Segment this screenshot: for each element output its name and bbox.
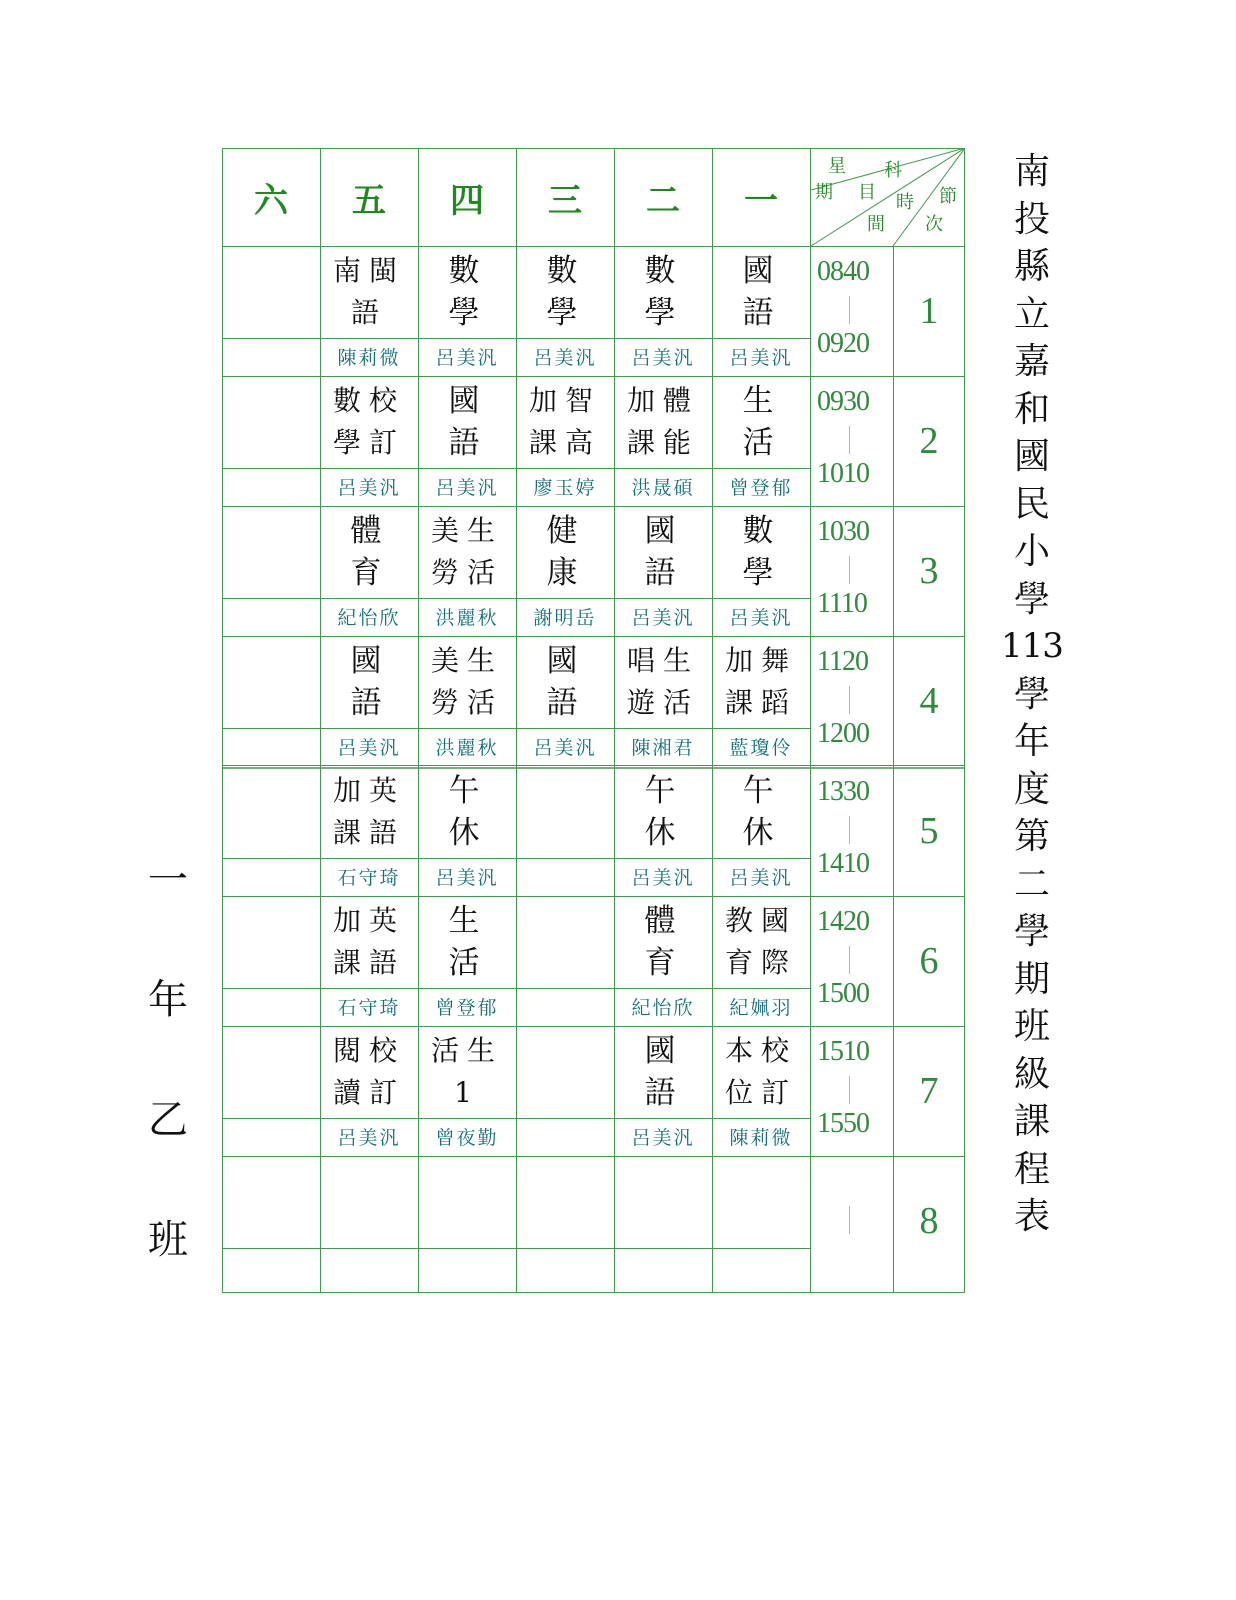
subject-cell bbox=[516, 896, 614, 988]
end-time: 1200 bbox=[817, 718, 869, 749]
subject-line: 健 bbox=[546, 513, 584, 549]
period-number: 8 bbox=[919, 1200, 939, 1242]
subject-cell bbox=[222, 1026, 320, 1118]
subject-line: 語 bbox=[448, 425, 486, 461]
period-number: 1 bbox=[919, 290, 939, 332]
subject-line: 午 bbox=[448, 773, 486, 809]
corner-period-1: 節 bbox=[939, 186, 957, 207]
subject-cell bbox=[712, 896, 810, 988]
subject-line: 語 bbox=[644, 555, 682, 591]
period-number: 4 bbox=[919, 680, 939, 722]
subject-line: 學訂 bbox=[332, 426, 405, 459]
subject-cell bbox=[516, 766, 614, 858]
subject-line: 課能 bbox=[626, 426, 699, 459]
subject-line: 活 bbox=[742, 425, 780, 461]
teacher-name: 呂美汎 bbox=[533, 737, 597, 759]
subject-line: 加體 bbox=[626, 384, 699, 417]
subject-cell bbox=[712, 636, 810, 728]
end-time: 1110 bbox=[817, 588, 867, 619]
teacher-name bbox=[320, 1248, 418, 1285]
subject-cell bbox=[320, 636, 418, 728]
teacher-name: 謝明岳 bbox=[533, 607, 597, 629]
subject-line: 國 bbox=[644, 1033, 682, 1069]
subject-cell bbox=[516, 376, 614, 468]
subject-cell bbox=[222, 766, 320, 858]
teacher-name: 呂美汎 bbox=[533, 347, 597, 369]
title-char: 嘉 bbox=[1013, 341, 1050, 382]
teacher-name: 呂美汎 bbox=[729, 867, 793, 889]
subject-line: 位訂 bbox=[724, 1076, 797, 1109]
end-time: 1010 bbox=[817, 458, 869, 489]
teacher-name bbox=[222, 338, 320, 375]
period-time bbox=[811, 376, 893, 506]
teacher-name: 石守琦 bbox=[337, 997, 401, 1019]
subject-line: 學 bbox=[644, 295, 682, 331]
subject-cell bbox=[614, 1026, 712, 1118]
period-time bbox=[811, 896, 893, 1026]
title-char: 國 bbox=[1013, 436, 1050, 477]
teacher-name: 陳湘君 bbox=[631, 737, 695, 759]
teacher-name bbox=[516, 988, 614, 1025]
start-time: 1120 bbox=[817, 646, 868, 677]
corner-period-2: 次 bbox=[925, 214, 943, 235]
teacher-name: 陳莉微 bbox=[729, 1127, 793, 1149]
title-char: 立 bbox=[1013, 293, 1050, 335]
subject-line: 學 bbox=[546, 295, 584, 331]
subject-line: 國 bbox=[546, 643, 584, 679]
period-time bbox=[811, 246, 893, 376]
time-separator bbox=[849, 1206, 850, 1234]
teacher-name: 呂美汎 bbox=[631, 607, 695, 629]
day-header: 二 bbox=[646, 180, 680, 221]
period-number: 6 bbox=[919, 940, 939, 982]
subject-line: 國 bbox=[742, 253, 780, 289]
title-char: 113 bbox=[1001, 626, 1063, 666]
subject-cell bbox=[516, 1026, 614, 1118]
subject-cell bbox=[516, 506, 614, 598]
subject-line: 1 bbox=[454, 1076, 480, 1109]
corner-subject-1: 科 bbox=[884, 160, 902, 181]
teacher-name: 藍瓊伶 bbox=[729, 737, 793, 759]
subject-line: 活 bbox=[448, 945, 486, 981]
end-time: 1500 bbox=[817, 978, 869, 1009]
subject-cell bbox=[418, 246, 516, 338]
teacher-name bbox=[516, 1118, 614, 1155]
title-char: 縣 bbox=[1013, 246, 1050, 287]
subject-line: 遊活 bbox=[626, 686, 699, 719]
start-time: 1420 bbox=[817, 906, 869, 937]
subject-line: 育 bbox=[350, 555, 388, 591]
teacher-name: 呂美汎 bbox=[337, 1127, 401, 1149]
subject-line: 國 bbox=[448, 383, 486, 419]
period-time bbox=[811, 766, 893, 896]
subject-line: 生 bbox=[448, 903, 486, 939]
subject-cell bbox=[516, 636, 614, 728]
subject-cell bbox=[418, 766, 516, 858]
subject-cell bbox=[222, 636, 320, 728]
day-header: 一 bbox=[744, 180, 778, 221]
time-separator bbox=[849, 296, 850, 324]
subject-line: 育 bbox=[644, 945, 682, 981]
subject-cell bbox=[614, 896, 712, 988]
subject-line: 閱校 bbox=[332, 1034, 405, 1067]
teacher-name bbox=[222, 1118, 320, 1155]
subject-cell bbox=[614, 376, 712, 468]
day-header: 三 bbox=[548, 180, 582, 221]
teacher-name bbox=[222, 858, 320, 895]
title-char: 期 bbox=[1013, 958, 1050, 1000]
corner-subject-2: 目 bbox=[858, 182, 876, 203]
subject-line: 休 bbox=[448, 815, 486, 851]
period-number: 7 bbox=[919, 1070, 939, 1112]
subject-line: 課高 bbox=[528, 426, 601, 459]
title-char: 小 bbox=[1013, 531, 1050, 572]
subject-line: 活生 bbox=[430, 1034, 503, 1067]
schedule-title bbox=[1001, 148, 1063, 1241]
teacher-name: 洪麗秋 bbox=[435, 737, 499, 759]
class-label-char: 乙 bbox=[148, 1097, 188, 1143]
teacher-name: 曾登郁 bbox=[729, 477, 793, 499]
time-separator bbox=[849, 426, 850, 454]
subject-line: 南閩 bbox=[332, 254, 405, 287]
subject-cell bbox=[320, 1156, 418, 1248]
teacher-name bbox=[712, 1248, 810, 1285]
title-char: 課 bbox=[1013, 1101, 1050, 1142]
subject-line: 國 bbox=[644, 513, 682, 549]
time-separator bbox=[849, 1076, 850, 1104]
teacher-name: 廖玉婷 bbox=[533, 477, 597, 499]
class-label bbox=[143, 857, 193, 1340]
time-separator bbox=[849, 946, 850, 974]
subject-line: 語 bbox=[546, 685, 584, 721]
start-time: 0840 bbox=[817, 256, 869, 287]
title-char: 度 bbox=[1013, 768, 1050, 810]
subject-cell bbox=[418, 636, 516, 728]
teacher-name bbox=[516, 858, 614, 895]
title-char: 年 bbox=[1013, 721, 1050, 762]
subject-line: 數校 bbox=[332, 384, 405, 417]
subject-cell bbox=[320, 766, 418, 858]
title-char: 學 bbox=[1013, 673, 1050, 715]
subject-cell bbox=[320, 376, 418, 468]
subject-line: 學 bbox=[742, 555, 780, 591]
period-number: 2 bbox=[919, 420, 939, 462]
period-number: 5 bbox=[919, 810, 939, 852]
time-separator bbox=[849, 816, 850, 844]
teacher-name bbox=[222, 468, 320, 505]
start-time: 1030 bbox=[817, 516, 869, 547]
period-time bbox=[811, 506, 893, 636]
subject-cell bbox=[614, 636, 712, 728]
subject-line: 語 bbox=[350, 685, 388, 721]
subject-line: 育際 bbox=[724, 946, 797, 979]
teacher-name bbox=[222, 1248, 320, 1285]
time-separator bbox=[849, 556, 850, 584]
subject-cell bbox=[320, 896, 418, 988]
subject-cell bbox=[320, 1026, 418, 1118]
subject-cell bbox=[712, 1026, 810, 1118]
teacher-name bbox=[614, 1248, 712, 1285]
teacher-name bbox=[418, 1248, 516, 1285]
class-label-char: 一 bbox=[148, 857, 188, 903]
subject-cell bbox=[222, 896, 320, 988]
teacher-name: 紀怡欣 bbox=[631, 997, 695, 1019]
title-char: 二 bbox=[1013, 863, 1050, 905]
subject-cell bbox=[712, 1156, 810, 1248]
subject-line: 語 bbox=[350, 296, 387, 329]
subject-line: 生 bbox=[742, 383, 780, 419]
subject-line: 午 bbox=[644, 773, 682, 809]
subject-line: 康 bbox=[546, 555, 584, 591]
subject-cell bbox=[516, 1156, 614, 1248]
teacher-name bbox=[516, 1248, 614, 1285]
subject-line: 勞活 bbox=[430, 556, 503, 589]
teacher-name: 陳莉微 bbox=[337, 347, 401, 369]
title-char: 民 bbox=[1013, 483, 1050, 525]
subject-cell bbox=[418, 1156, 516, 1248]
subject-cell bbox=[418, 896, 516, 988]
subject-cell bbox=[418, 506, 516, 598]
subject-cell bbox=[222, 246, 320, 338]
subject-line: 讀訂 bbox=[332, 1076, 405, 1109]
subject-line: 美生 bbox=[430, 644, 503, 677]
subject-line: 數 bbox=[546, 253, 584, 289]
subject-line: 加英 bbox=[332, 904, 405, 937]
subject-cell bbox=[320, 246, 418, 338]
period-time bbox=[811, 636, 893, 766]
class-label-char: 班 bbox=[148, 1217, 188, 1263]
teacher-name: 呂美汎 bbox=[631, 867, 695, 889]
teacher-name: 呂美汎 bbox=[729, 607, 793, 629]
end-time: 0920 bbox=[817, 328, 869, 359]
title-char: 學 bbox=[1013, 911, 1050, 952]
start-time: 1510 bbox=[817, 1036, 869, 1067]
subject-line: 數 bbox=[644, 253, 682, 289]
teacher-name: 曾夜勤 bbox=[435, 1127, 499, 1149]
end-time: 1410 bbox=[817, 848, 869, 879]
subject-line: 勞活 bbox=[430, 686, 503, 719]
teacher-name bbox=[222, 598, 320, 635]
subject-cell bbox=[222, 506, 320, 598]
corner-time-1: 時 bbox=[896, 192, 914, 213]
subject-cell bbox=[712, 766, 810, 858]
teacher-name: 呂美汎 bbox=[631, 347, 695, 369]
day-header: 四 bbox=[450, 180, 484, 221]
teacher-name: 呂美汎 bbox=[337, 737, 401, 759]
title-char: 班 bbox=[1013, 1006, 1050, 1047]
end-time: 1550 bbox=[817, 1108, 869, 1139]
title-char: 第 bbox=[1013, 816, 1050, 857]
subject-line: 語 bbox=[742, 295, 780, 331]
title-char: 學 bbox=[1013, 578, 1050, 620]
teacher-name: 呂美汎 bbox=[337, 477, 401, 499]
subject-line: 休 bbox=[742, 815, 780, 851]
teacher-name: 石守琦 bbox=[337, 867, 401, 889]
time-separator bbox=[849, 686, 850, 714]
subject-line: 教國 bbox=[724, 904, 797, 937]
teacher-name: 呂美汎 bbox=[435, 477, 499, 499]
title-char: 表 bbox=[1013, 1196, 1050, 1237]
title-char: 南 bbox=[1013, 151, 1050, 192]
title-char: 投 bbox=[1013, 198, 1050, 240]
timetable-grid bbox=[222, 148, 965, 1293]
subject-cell bbox=[712, 376, 810, 468]
title-char: 程 bbox=[1013, 1148, 1050, 1190]
subject-line: 數 bbox=[448, 253, 486, 289]
subject-line: 課語 bbox=[332, 816, 405, 849]
day-header: 五 bbox=[352, 180, 386, 221]
subject-cell bbox=[614, 246, 712, 338]
subject-cell bbox=[614, 766, 712, 858]
day-header: 六 bbox=[254, 180, 288, 221]
teacher-name: 呂美汎 bbox=[729, 347, 793, 369]
subject-cell bbox=[418, 376, 516, 468]
subject-line: 午 bbox=[742, 773, 780, 809]
subject-cell bbox=[320, 506, 418, 598]
title-char: 和 bbox=[1013, 388, 1050, 430]
start-time: 0930 bbox=[817, 386, 869, 417]
subject-line: 國 bbox=[350, 643, 388, 679]
subject-line: 體 bbox=[350, 513, 388, 549]
teacher-name bbox=[222, 988, 320, 1025]
corner-time-2: 間 bbox=[867, 214, 885, 235]
teacher-name: 洪麗秋 bbox=[435, 607, 499, 629]
subject-cell bbox=[712, 506, 810, 598]
teacher-name bbox=[222, 728, 320, 765]
teacher-name: 洪晟碩 bbox=[631, 477, 695, 499]
subject-cell bbox=[712, 246, 810, 338]
teacher-name: 紀姵羽 bbox=[729, 997, 793, 1019]
teacher-name: 呂美汎 bbox=[435, 867, 499, 889]
subject-cell bbox=[614, 1156, 712, 1248]
start-time: 1330 bbox=[817, 776, 869, 807]
subject-line: 學 bbox=[448, 295, 486, 331]
subject-cell bbox=[614, 506, 712, 598]
teacher-name: 曾登郁 bbox=[435, 997, 499, 1019]
subject-line: 數 bbox=[742, 513, 780, 549]
subject-line: 加英 bbox=[332, 774, 405, 807]
period-time bbox=[811, 1026, 893, 1156]
subject-line: 加舞 bbox=[724, 644, 797, 677]
period-number: 3 bbox=[919, 550, 939, 592]
subject-line: 加智 bbox=[528, 384, 601, 417]
corner-week-2: 期 bbox=[815, 182, 833, 203]
subject-line: 語 bbox=[644, 1075, 682, 1111]
title-char: 級 bbox=[1013, 1053, 1050, 1095]
class-label-char: 年 bbox=[148, 977, 188, 1023]
subject-cell bbox=[222, 376, 320, 468]
subject-cell bbox=[516, 246, 614, 338]
corner-week-1: 星 bbox=[828, 156, 846, 177]
subject-line: 課語 bbox=[332, 946, 405, 979]
subject-line: 唱生 bbox=[626, 644, 699, 677]
subject-line: 美生 bbox=[430, 514, 503, 547]
teacher-name: 呂美汎 bbox=[631, 1127, 695, 1149]
subject-line: 體 bbox=[644, 903, 682, 939]
subject-line: 課蹈 bbox=[724, 686, 797, 719]
teacher-name: 呂美汎 bbox=[435, 347, 499, 369]
subject-cell bbox=[222, 1156, 320, 1248]
period-time bbox=[811, 1156, 893, 1286]
teacher-name: 紀怡欣 bbox=[337, 607, 401, 629]
subject-line: 本校 bbox=[724, 1034, 797, 1067]
subject-line: 休 bbox=[644, 815, 682, 851]
subject-cell bbox=[418, 1026, 516, 1118]
